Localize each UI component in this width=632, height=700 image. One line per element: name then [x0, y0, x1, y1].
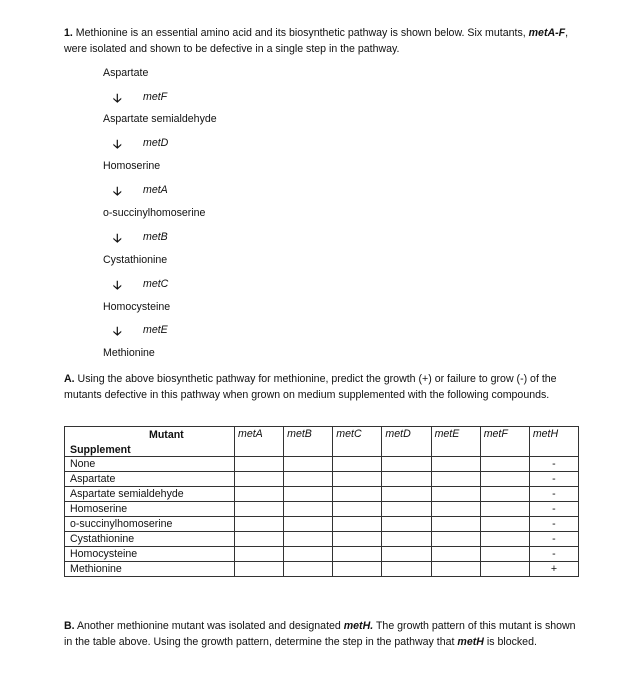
result-cell-metA: [235, 487, 284, 502]
result-cell-metH: -: [529, 532, 578, 547]
supplement-cell: Methionine: [65, 562, 235, 577]
result-cell-metB: [284, 532, 333, 547]
part-b-gene: metH.: [343, 620, 374, 632]
result-cell-metC: [333, 547, 382, 562]
result-cell-metC: [333, 472, 382, 487]
enzyme-metB: metB: [143, 231, 168, 243]
down-arrow-icon: 🡣: [113, 278, 122, 292]
part-a-text: [64, 371, 584, 403]
result-cell-metF: [480, 517, 529, 532]
question-text-2: , were isolated and shown to be defective in a single step in the pathway.: [64, 27, 569, 55]
compound-methionine: Methionine: [103, 347, 155, 359]
result-cell-metC: [333, 532, 382, 547]
result-cell-metE: [431, 517, 480, 532]
mutant-header: Mutant: [149, 429, 184, 441]
result-cell-metB: [284, 502, 333, 517]
part-b-body-2: The growth pattern of this mutant is shown in the table above. Using the growth pattern, determine the step in the pathway that: [64, 620, 576, 648]
table-row: [65, 487, 579, 502]
compound-aspartate-semialdehyde: Aspartate semialdehyde: [103, 113, 217, 125]
part-b-text: [64, 618, 584, 650]
result-cell-metD: [382, 457, 431, 472]
column-header-metC: metC: [333, 427, 382, 457]
result-cell-metA: [235, 472, 284, 487]
part-b-body-1: Another methionine mutant was isolated and designated: [76, 620, 341, 632]
enzyme-metA: metA: [143, 184, 168, 196]
enzyme-metD: metD: [143, 137, 169, 149]
table-row: [65, 532, 579, 547]
result-cell-metE: [431, 457, 480, 472]
result-cell-metB: [284, 517, 333, 532]
result-cell-metH: -: [529, 472, 578, 487]
result-cell-metF: [480, 547, 529, 562]
result-cell-metB: [284, 487, 333, 502]
result-cell-metD: [382, 532, 431, 547]
table-row: [65, 472, 579, 487]
result-cell-metA: [235, 562, 284, 577]
supplement-cell: Homoserine: [65, 502, 235, 517]
supplement-cell: None: [65, 457, 235, 472]
result-cell-metA: [235, 502, 284, 517]
table-row: [65, 562, 579, 577]
result-cell-metC: [333, 457, 382, 472]
result-cell-metE: [431, 487, 480, 502]
part-b-label: B.: [64, 620, 75, 632]
result-cell-metD: [382, 472, 431, 487]
result-cell-metD: [382, 487, 431, 502]
enzyme-metC: metC: [143, 278, 169, 290]
down-arrow-icon: 🡣: [113, 231, 122, 245]
result-cell-metA: [235, 457, 284, 472]
supplement-cell: Homocysteine: [65, 547, 235, 562]
column-header-metF: metF: [480, 427, 529, 457]
supplement-cell: Aspartate: [65, 472, 235, 487]
column-header-metE: metE: [431, 427, 480, 457]
supplement-cell: o-succinylhomoserine: [65, 517, 235, 532]
column-header-metA: metA: [235, 427, 284, 457]
result-cell-metE: [431, 502, 480, 517]
part-a-label: A.: [64, 373, 75, 385]
header-corner-cell: [65, 427, 235, 457]
result-cell-metH: -: [529, 502, 578, 517]
result-cell-metC: [333, 517, 382, 532]
question-number: 1.: [64, 27, 73, 39]
result-cell-metD: [382, 562, 431, 577]
table-row: [65, 457, 579, 472]
part-b-body-3: is blocked.: [486, 636, 537, 648]
question-1-text: [64, 25, 584, 57]
result-cell-metB: [284, 547, 333, 562]
growth-table-body: [65, 427, 579, 577]
column-header-metB: metB: [284, 427, 333, 457]
compound-homocysteine: Homocysteine: [103, 301, 171, 313]
down-arrow-icon: 🡣: [113, 137, 122, 151]
result-cell-metF: [480, 532, 529, 547]
result-cell-metF: [480, 487, 529, 502]
result-cell-metA: [235, 547, 284, 562]
table-header-row: [65, 427, 579, 457]
enzyme-metF: metF: [143, 91, 168, 103]
result-cell-metH: -: [529, 487, 578, 502]
table-row: [65, 502, 579, 517]
part-b-gene-2: metH: [457, 636, 484, 648]
result-cell-metF: [480, 562, 529, 577]
result-cell-metH: -: [529, 457, 578, 472]
enzyme-metE: metE: [143, 324, 168, 336]
down-arrow-icon: 🡣: [113, 184, 122, 198]
mutant-range: metA-F: [528, 27, 566, 39]
column-header-metH: metH: [529, 427, 578, 457]
part-a-body: Using the above biosynthetic pathway for methionine, predict the growth (+) or failure to grow (-) of the mutants defective in this pathway when grown on medium supplemented with the following compounds.: [64, 373, 557, 401]
result-cell-metE: [431, 472, 480, 487]
compound-cystathionine: Cystathionine: [103, 254, 168, 266]
supplement-cell: Aspartate semialdehyde: [65, 487, 235, 502]
result-cell-metC: [333, 562, 382, 577]
compound-homoserine: Homoserine: [103, 160, 161, 172]
growth-table: [64, 426, 579, 577]
result-cell-metE: [431, 562, 480, 577]
result-cell-metC: [333, 502, 382, 517]
result-cell-metA: [235, 532, 284, 547]
result-cell-metB: [284, 457, 333, 472]
result-cell-metD: [382, 547, 431, 562]
result-cell-metH: +: [529, 562, 578, 577]
result-cell-metF: [480, 457, 529, 472]
result-cell-metC: [333, 487, 382, 502]
result-cell-metF: [480, 472, 529, 487]
table-row: [65, 517, 579, 532]
column-header-metD: metD: [382, 427, 431, 457]
result-cell-metH: -: [529, 547, 578, 562]
result-cell-metB: [284, 472, 333, 487]
compound-o-succinylhomoserine: o-succinylhomoserine: [103, 207, 206, 219]
result-cell-metE: [431, 532, 480, 547]
question-text-1: Methionine is an essential amino acid and its biosynthetic pathway is shown below. Six mutants,: [75, 27, 526, 39]
result-cell-metF: [480, 502, 529, 517]
supplement-cell: Cystathionine: [65, 532, 235, 547]
result-cell-metH: -: [529, 517, 578, 532]
compound-aspartate: Aspartate: [103, 67, 149, 79]
down-arrow-icon: 🡣: [113, 324, 122, 338]
result-cell-metA: [235, 517, 284, 532]
supplement-header: Supplement: [70, 444, 131, 456]
down-arrow-icon: 🡣: [113, 91, 122, 105]
result-cell-metD: [382, 517, 431, 532]
result-cell-metD: [382, 502, 431, 517]
result-cell-metB: [284, 562, 333, 577]
table-row: [65, 547, 579, 562]
result-cell-metE: [431, 547, 480, 562]
